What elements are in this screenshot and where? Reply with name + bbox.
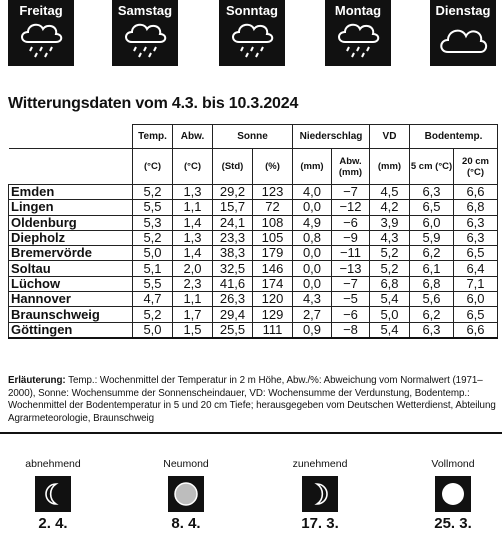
table-cell: 72 [253,200,293,215]
table-cell: 120 [253,292,293,307]
forecast-day-label: Dienstag [435,3,491,18]
table-cell: 5,2 [133,230,173,245]
forecast-day-label: Samstag [117,3,173,18]
page-title: Witterungsdaten vom 4.3. bis 10.3.2024 [8,95,299,112]
unit-abw: (°C) [173,149,213,185]
explanation-note [8,375,498,425]
explanation-label: Erläuterung: [8,375,66,386]
forecast-day-2 [112,0,178,66]
station-name: Göttingen [9,322,133,338]
table-cell: 5,2 [370,246,410,261]
header-bodentemp: Bodentemp. [410,125,498,149]
table-cell: 23,3 [213,230,253,245]
cloud-rain-icon [227,18,277,60]
table-cell: 1,7 [173,307,213,322]
table-cell: 6,1 [410,261,454,276]
table-row [9,322,498,338]
table-cell: 5,5 [133,276,173,291]
waning-moon-icon [39,480,67,508]
table-row [9,276,498,291]
table-cell: 4,3 [370,230,410,245]
table-cell: 15,7 [213,200,253,215]
full-moon-icon [439,480,467,508]
table-cell: 24,1 [213,215,253,230]
station-name: Lüchow [9,276,133,291]
table-cell: 41,6 [213,276,253,291]
explanation-text: Temp.: Wochenmittel der Temperatur in 2 m Höhe, Abw./%: Abweichung vom Normalwert (1971–2000), Sonne: Wochensumme der Sonnenscheindauer, VD: Wochensumme der Verdunstung, Bodentemp.: Wochenmittel der Bodentemperatur in 5 und 20 cm Tiefe; herausgegeben vom Deutschen Wetterdienst, Abteilung Agrarmeteorologie, Braunschweig [8,375,496,424]
table-cell: 5,0 [133,246,173,261]
table-cell: −7 [332,185,370,200]
table-cell: 6,8 [370,276,410,291]
table-cell: 108 [253,215,293,230]
table-cell: 5,4 [370,292,410,307]
table-cell: 0,9 [293,322,332,338]
table-cell: 6,6 [454,185,498,200]
moon-phase-box [435,476,471,512]
table-cell: 6,5 [410,200,454,215]
table-row [9,230,498,245]
header-blank [9,125,133,149]
table-cell: −6 [332,307,370,322]
cloud-rain-icon [333,18,383,60]
table-row [9,307,498,322]
moon-phase-box [302,476,338,512]
table-cell: 26,3 [213,292,253,307]
moon-phase-date: 25. 3. [434,515,472,532]
table-cell: 5,6 [410,292,454,307]
table-cell: 29,4 [213,307,253,322]
moon-phase-date: 2. 4. [38,515,68,532]
table-cell: 105 [253,230,293,245]
table-cell: 2,0 [173,261,213,276]
table-cell: 1,3 [173,185,213,200]
unit-sonne-std: (Std) [213,149,253,185]
table-cell: 1,1 [173,200,213,215]
table-row [9,200,498,215]
table-cell: 4,0 [293,185,332,200]
cloud-rain-icon [16,18,66,60]
forecast-day-3 [219,0,285,66]
table-cell: −6 [332,215,370,230]
table-cell: 5,2 [133,185,173,200]
table-cell: 32,5 [213,261,253,276]
weather-data-table [8,124,498,339]
table-cell: −13 [332,261,370,276]
table-cell: −9 [332,230,370,245]
moon-phase-waning [3,458,103,532]
table-cell: 1,1 [173,292,213,307]
table-cell: 6,2 [410,307,454,322]
unit-boden-20cm: 20 cm (°C) [454,149,498,185]
table-cell: 0,0 [293,200,332,215]
station-name: Oldenburg [9,215,133,230]
waxing-moon-icon [306,480,334,508]
table-row [9,292,498,307]
table-cell: 5,0 [133,322,173,338]
table-cell: 1,5 [173,322,213,338]
table-cell: 29,2 [213,185,253,200]
divider [0,432,502,434]
forecast-day-label: Freitag [19,3,63,18]
table-cell: 5,9 [410,230,454,245]
station-name: Emden [9,185,133,200]
table-cell: 1,4 [173,246,213,261]
table-cell: 38,3 [213,246,253,261]
moon-phase-label: Vollmond [431,458,475,470]
new-moon-icon [172,480,200,508]
table-cell: 5,1 [133,261,173,276]
table-cell: 6,4 [454,261,498,276]
forecast-day-1 [8,0,74,66]
unit-vd: (mm) [370,149,410,185]
moon-phase-date: 17. 3. [301,515,339,532]
station-name: Soltau [9,261,133,276]
table-cell: 4,9 [293,215,332,230]
table-row [9,215,498,230]
table-cell: 3,9 [370,215,410,230]
station-name: Bremervörde [9,246,133,261]
table-cell: 5,4 [370,322,410,338]
station-name: Lingen [9,200,133,215]
table-cell: 6,3 [454,230,498,245]
table-cell: 1,3 [173,230,213,245]
table-cell: 5,5 [133,200,173,215]
cloud-icon [438,18,488,60]
forecast-day-label: Sonntag [226,3,278,18]
table-cell: 6,3 [410,185,454,200]
forecast-day-label: Montag [334,3,382,18]
moon-phase-label: Neumond [163,458,209,470]
station-name: Hannover [9,292,133,307]
moon-phase-date: 8. 4. [171,515,201,532]
header-niederschlag: Niederschlag [293,125,370,149]
unit-boden-5cm: 5 cm (°C) [410,149,454,185]
table-cell: −8 [332,322,370,338]
table-cell: 2,3 [173,276,213,291]
forecast-day-5 [430,0,496,66]
table-cell: 146 [253,261,293,276]
unit-sonne-pct: (%) [253,149,293,185]
table-cell: 0,8 [293,230,332,245]
table-cell: −11 [332,246,370,261]
table-cell: 0,0 [293,261,332,276]
unit-niederschlag-mm: (mm) [293,149,332,185]
unit-niederschlag-abw: Abw. (mm) [332,149,370,185]
table-cell: 179 [253,246,293,261]
moon-phase-waxing [270,458,370,532]
table-cell: 4,3 [293,292,332,307]
moon-phase-new [136,458,236,532]
table-cell: 5,3 [133,215,173,230]
table-cell: 6,8 [454,200,498,215]
table-cell: 6,3 [410,322,454,338]
table-cell: 5,0 [370,307,410,322]
table-cell: 6,0 [454,292,498,307]
table-cell: 4,2 [370,200,410,215]
table-row [9,261,498,276]
table-cell: 6,2 [410,246,454,261]
moon-phase-box [35,476,71,512]
table-cell: 2,7 [293,307,332,322]
moon-phase-label: abnehmend [25,458,81,470]
table-cell: 6,3 [454,215,498,230]
header-abw: Abw. [173,125,213,149]
station-name: Braunschweig [9,307,133,322]
moon-phase-box [168,476,204,512]
table-cell: 174 [253,276,293,291]
table-cell: 6,5 [454,246,498,261]
table-cell: 7,1 [454,276,498,291]
header-blank [9,149,133,185]
table-cell: 0,0 [293,246,332,261]
table-cell: 25,5 [213,322,253,338]
table-cell: 6,5 [454,307,498,322]
table-row [9,246,498,261]
cloud-rain-icon [120,18,170,60]
table-row [9,185,498,200]
table-cell: 111 [253,322,293,338]
table-cell: 4,5 [370,185,410,200]
table-cell: 1,4 [173,215,213,230]
table-cell: 5,2 [370,261,410,276]
table-cell: 123 [253,185,293,200]
header-vd: VD [370,125,410,149]
table-cell: 6,0 [410,215,454,230]
table-cell: 129 [253,307,293,322]
moon-phase-label: zunehmend [292,458,348,470]
table-cell: 4,7 [133,292,173,307]
table-cell: −5 [332,292,370,307]
header-temp: Temp. [133,125,173,149]
table-cell: −7 [332,276,370,291]
table-cell: 6,8 [410,276,454,291]
table-cell: 6,6 [454,322,498,338]
unit-temp: (°C) [133,149,173,185]
table-cell: 5,2 [133,307,173,322]
station-name: Diepholz [9,230,133,245]
header-sonne: Sonne [213,125,293,149]
table-cell: −12 [332,200,370,215]
moon-phase-full [403,458,502,532]
forecast-day-4 [325,0,391,66]
table-cell: 0,0 [293,276,332,291]
